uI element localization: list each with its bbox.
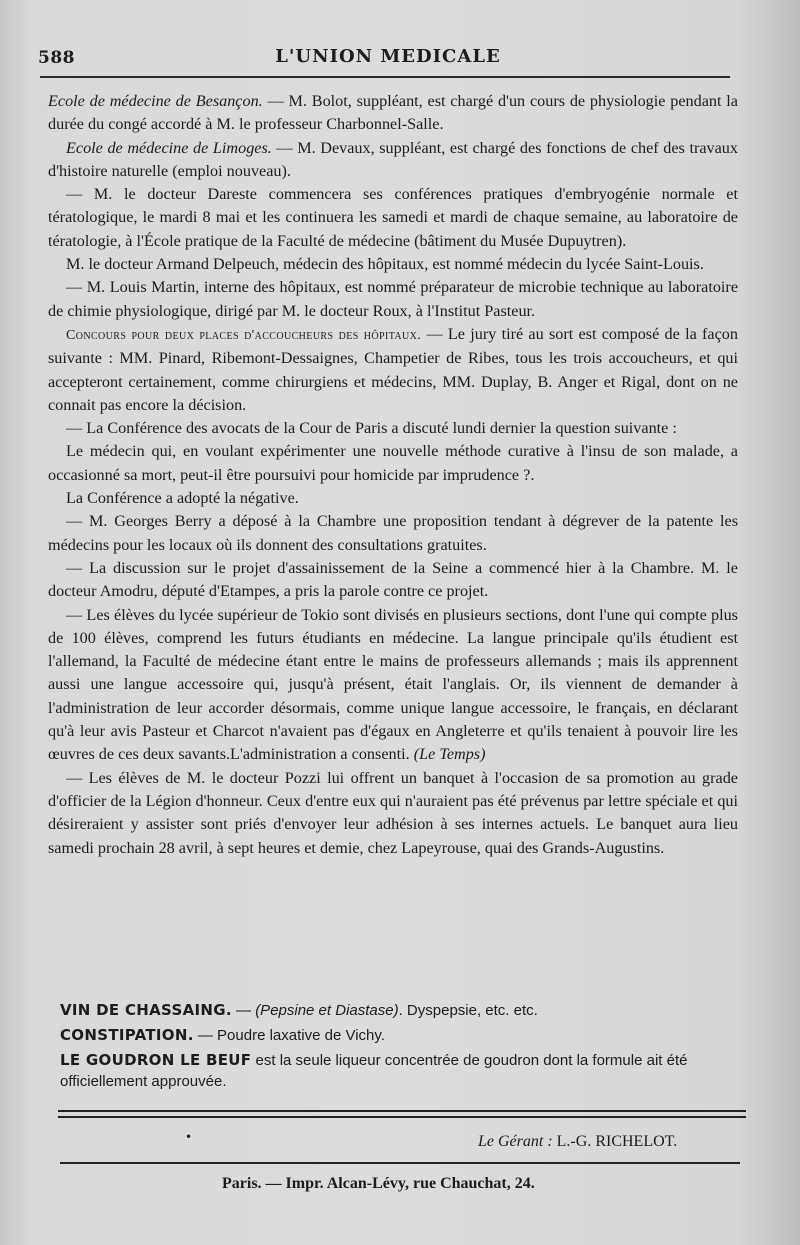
ad-parenthetical: (Pepsine et Diastase) bbox=[255, 1002, 399, 1019]
paragraph-limoges bbox=[48, 137, 738, 184]
paragraph-dareste: — M. le docteur Dareste commencera ses conférences pratiques d'embryogénie normale et tératologique, le mardi 8 mai et les continuera les samedi et mardi de chaque semaine, au laboratoire de tératologie, à l'École pratique de la Faculté de médecine (bâtiment du Musée Dupuytren). bbox=[48, 185, 738, 250]
paragraph-text: — M. Bolot, suppléant, est chargé d'un cours de physiologie pendant la durée du congé accordé à M. le professeur Charbonnel-Salle. bbox=[48, 92, 738, 134]
paragraph-text: — Le jury tiré au sort est composé de la façon suivante : MM. Pinard, Ribemont-Dessaignes, Champetier de Ribes, tous les trois accoucheurs, et qui accepteront certainement, comme chirurgiens et médecins, MM. Duplay, B. Anger et Rigal, dont on ne connait pas encore la décision. bbox=[48, 324, 738, 414]
footer-rule bbox=[58, 1116, 746, 1118]
source-citation: (Le Temps) bbox=[413, 745, 486, 764]
paragraph-delpeuch: M. le docteur Armand Delpeuch, médecin des hôpitaux, est nommé médecin du lycée Saint-Louis. bbox=[66, 255, 704, 274]
printer-imprint: Paris. — Impr. Alcan-Lévy, rue Chauchat, 24. bbox=[222, 1175, 535, 1192]
paragraph-question: Le médecin qui, en voulant expérimenter une nouvelle méthode curative à l'insu de son malade, a occasionné sa mort, peut-il être poursuivi pour homicide par imprudence ?. bbox=[48, 442, 738, 484]
gerant-name: L.-G. RICHELOT. bbox=[552, 1133, 678, 1150]
page-header bbox=[38, 44, 738, 74]
bullet-mark: • bbox=[185, 1130, 193, 1144]
page-number: 588 bbox=[38, 48, 75, 68]
ad-brand: LE GOUDRON LE BEUF bbox=[60, 1051, 252, 1069]
ad-brand: VIN DE CHASSAING. bbox=[60, 1001, 232, 1019]
running-title: L'UNION MEDICALE bbox=[275, 46, 501, 67]
header-rule bbox=[40, 76, 730, 78]
paragraph-negative: La Conférence a adopté la négative. bbox=[66, 489, 299, 508]
school-name: Ecole de médecine de Limoges. bbox=[66, 138, 272, 157]
gerant-signature bbox=[478, 1133, 677, 1151]
ad-chassaing bbox=[60, 1000, 750, 1021]
section-heading: Concours pour deux places d'accoucheurs des hôpitaux. bbox=[66, 327, 422, 343]
school-name: Ecole de médecine de Besançon. bbox=[48, 92, 263, 110]
ad-text: est la seule liqueur concentrée de goudron dont la formule ait été officiellement approuvée. bbox=[60, 1052, 688, 1090]
paragraph-seine: — La discussion sur le projet d'assainissement de la Seine a commencé hier à la Chambre. M. le docteur Amodru, député d'Etampes, a pris la parole contre ce projet. bbox=[48, 558, 738, 601]
footer-rule bbox=[58, 1110, 746, 1112]
ad-text: . Dyspepsie, etc. etc. bbox=[398, 1002, 538, 1019]
paragraph-text: — M. Devaux, suppléant, est chargé des fonctions de chef des travaux d'histoire naturelle (emploi nouveau). bbox=[48, 138, 738, 180]
ad-goudron bbox=[60, 1050, 750, 1092]
paragraph-text: — Les élèves du lycée supérieur de Tokio sont divisés en plusieurs sections, dont l'une qui compte plus de 100 élèves, comprend les futurs étudiants en médecine. La langue principale qu'ils étudient est l'allemand, la Faculté de médecine étant entre le mains de professeurs allemands ; mais ils apprennent aussi une langue accessoire qui, jusqu'à présent, était l'anglais. Or, ils viennent de demander à l'administration de leur accorder désormais, comme unique langue accessoire, le français, en déclarant qu'à leur avis Pasteur et Charcot n'avaient pas d'égaux en Angleterre et qu'ils tenaient à pouvoir lire les œuvres de ces deux savants.L'administration a consenti. bbox=[48, 605, 738, 764]
paragraph-conference: — La Conférence des avocats de la Cour de Paris a discuté lundi dernier la question suivante : bbox=[66, 419, 677, 438]
ad-brand: CONSTIPATION. bbox=[60, 1026, 194, 1044]
paragraph-berry: — M. Georges Berry a déposé à la Chambre une proposition tendant à dégrever de la patente les médecins pour les locaux où ils donnent des consultations gratuites. bbox=[48, 512, 738, 554]
imprint-rule bbox=[60, 1162, 740, 1164]
paragraph-martin: — M. Louis Martin, interne des hôpitaux, est nommé préparateur de microbie technique au laboratoire de chimie physiologique, dirigé par M. le docteur Roux, à l'Institut Pasteur. bbox=[48, 278, 738, 320]
paragraph-besancon bbox=[48, 90, 738, 137]
ad-constipation bbox=[60, 1025, 750, 1046]
paragraph-pozzi: — Les élèves de M. le docteur Pozzi lui offrent un banquet à l'occasion de sa promotion au grade d'officier de la Légion d'honneur. Ceux d'entre eux qui n'auraient pas été prévenus par lettre spéciale et qui désireraient y assister sont priés d'envoyer leur adhésion à ses internes actuels. Le banquet aura lieu samedi prochain 28 avril, à sept heures et demie, chez Lapeyrouse, quai des Grands-Augustins. bbox=[48, 768, 738, 857]
gerant-label: Le Gérant : bbox=[478, 1133, 553, 1150]
advertisements bbox=[60, 1000, 750, 1096]
article-body bbox=[48, 90, 738, 860]
ad-text: — Poudre laxative de Vichy. bbox=[193, 1027, 385, 1044]
ad-text: — bbox=[231, 1002, 256, 1019]
paragraph-concours bbox=[48, 323, 738, 417]
paragraph-tokio bbox=[48, 604, 738, 767]
